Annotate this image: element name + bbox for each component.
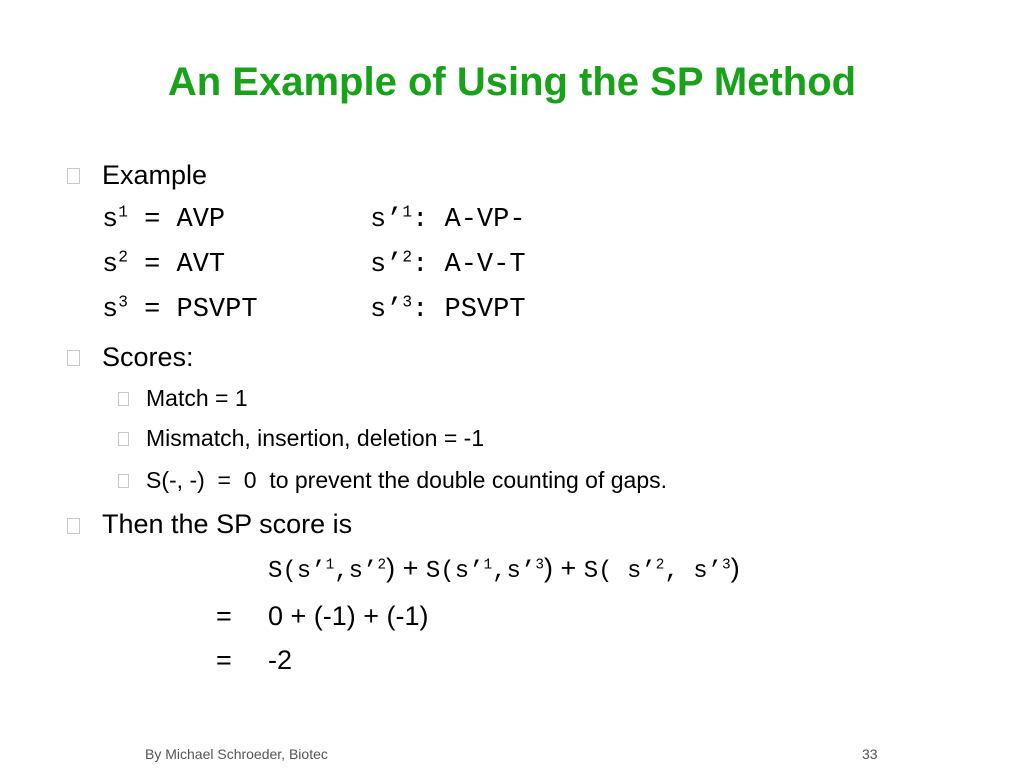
sub-bullet-icon	[118, 474, 129, 488]
score-item-gap: S(-, -) = 0 to prevent the double counting of gaps.	[146, 467, 668, 493]
sp-score-label: Then the SP score is	[102, 509, 353, 539]
bullet-icon	[67, 168, 80, 184]
bullet-icon	[67, 350, 80, 366]
bullet-icon	[67, 518, 80, 534]
aligned-row-2: s’$^2$: A-V-T	[370, 248, 526, 280]
aligned-row-3: s’$^3$: PSVPT	[370, 293, 526, 325]
result-equals-2: =	[216, 645, 232, 675]
result-value-2: -2	[268, 645, 293, 675]
footer-page-number: 33	[862, 746, 878, 762]
example-label: Example	[102, 160, 208, 190]
result-equals-1: =	[216, 601, 232, 631]
result-value-1: 0 + (-1) + (-1)	[268, 601, 429, 631]
sub-bullet-icon	[118, 432, 129, 446]
aligned-row-1: s’$^1$: A-VP-	[370, 203, 526, 235]
footer-author: By Michael Schroeder, Biotec	[145, 746, 328, 762]
score-item-mismatch: Mismatch, insertion, deletion = -1	[146, 425, 485, 451]
scores-label: Scores:	[102, 342, 194, 372]
sub-bullet-icon	[118, 392, 129, 406]
sequence-row-3: $s^3$ = PSVPT	[102, 293, 258, 325]
sp-formula: S(s’$^1$,s’$^2$) + S(s’$^1$,s’$^3$) + S( s’$^2$, s’$^3$)	[268, 553, 740, 585]
sequence-row-1: $s^1$ = AVP	[102, 203, 226, 235]
score-item-match: Match = 1	[146, 385, 248, 411]
slide-title: An Example of Using the SP Method	[167, 60, 857, 104]
sequence-row-2: $s^2$ = AVT	[102, 248, 226, 280]
